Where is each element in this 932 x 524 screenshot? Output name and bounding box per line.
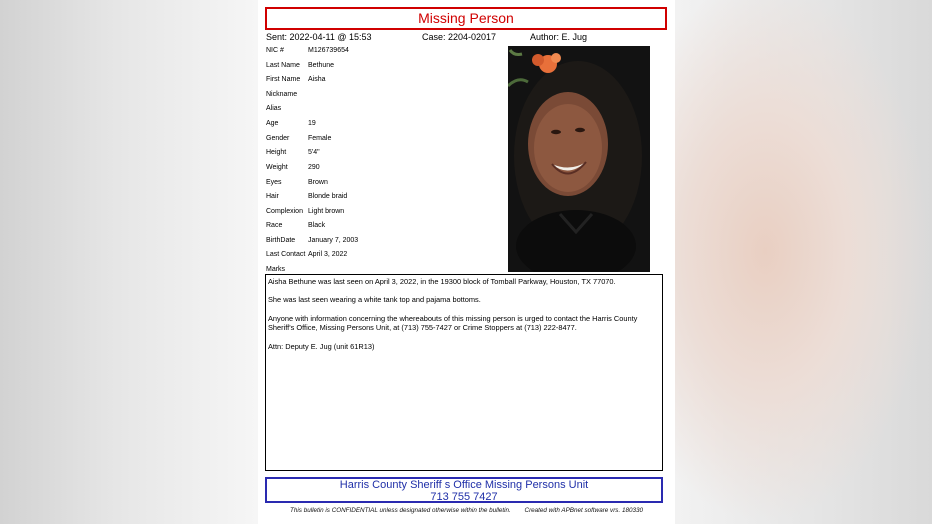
field-value-age: 19 — [308, 120, 316, 127]
footer-org: Harris County Sheriff s Office Missing Persons Unit — [339, 479, 589, 491]
bulletin-page — [258, 0, 675, 524]
field-label-last-contact: Last Contact — [266, 251, 306, 258]
field-label-eyes: Eyes — [266, 178, 282, 186]
field-value-last-name: Bethune — [308, 61, 335, 69]
subject-photo-graphic — [508, 46, 650, 272]
field-label-hair: Hair — [266, 193, 279, 200]
field-value-complexion: Light brown — [308, 207, 345, 215]
remarks-paragraph: Anyone with information concerning the whereabouts of this missing person is urged to contact the Harris County Sheriff's Office, Missing Persons Unit, at (713) 755-7427 or Crime Stoppers at (713) 222-8477. — [268, 313, 638, 333]
field-value-hair: Blonde braid — [308, 193, 348, 200]
background-right — [675, 0, 932, 524]
background-left — [0, 0, 258, 524]
field-value-birthdate: January 7, 2003 — [308, 236, 359, 244]
footer-phone: 713 755 7427 — [430, 491, 498, 503]
sent-date: Sent: 2022-04-11 @ 15:53 — [266, 32, 372, 42]
case-number: Case: 2204-02017 — [422, 32, 497, 42]
remarks-paragraph: Attn: Deputy E. Jug (unit 61R13) — [268, 341, 375, 351]
title-banner — [265, 7, 667, 30]
subject-photo — [508, 46, 650, 272]
field-value-last-contact: April 3, 2022 — [308, 251, 348, 258]
remarks-paragraph: Aisha Bethune was last seen on April 3, 2022, in the 19300 block of Tomball Parkway, Houston, TX 77070. — [268, 277, 616, 286]
field-label-weight: Weight — [266, 163, 288, 171]
field-value-eyes: Brown — [308, 178, 328, 186]
contact-footer — [265, 477, 663, 503]
field-label-nic: NIC # — [266, 47, 284, 54]
software-credit: Created with APBnet software vrs. 180330 — [524, 507, 643, 514]
remarks-paragraph: She was last seen wearing a white tank top and pajama bottoms. — [268, 295, 481, 305]
field-label-complexion: Complexion — [266, 207, 303, 215]
field-label-last-name: Last Name — [266, 61, 300, 69]
field-value-height: 5'4" — [308, 149, 320, 156]
field-value-weight: 290 — [308, 163, 320, 171]
field-label-alias: Alias — [266, 105, 282, 112]
field-label-birthdate: BirthDate — [266, 236, 296, 244]
field-label-nickname: Nickname — [266, 90, 298, 98]
author: Author: E. Jug — [530, 32, 588, 42]
field-value-race: Black — [308, 222, 326, 229]
field-label-age: Age — [266, 120, 279, 127]
field-label-race: Race — [266, 222, 283, 229]
field-label-height: Height — [266, 149, 287, 156]
field-value-gender: Female — [308, 134, 332, 142]
remarks-box — [265, 274, 663, 471]
field-value-nic: M126739654 — [308, 47, 349, 54]
bulletin-footnote — [258, 507, 675, 514]
confidential-notice: This bulletin is CONFIDENTIAL unless designated otherwise within the bulletin. — [290, 507, 511, 514]
field-label-first-name: First Name — [266, 76, 301, 83]
field-label-gender: Gender — [266, 134, 290, 142]
page-title: Missing Person — [418, 10, 514, 26]
field-value-first-name: Aisha — [308, 76, 326, 83]
remarks-label: Marks — [266, 266, 286, 273]
